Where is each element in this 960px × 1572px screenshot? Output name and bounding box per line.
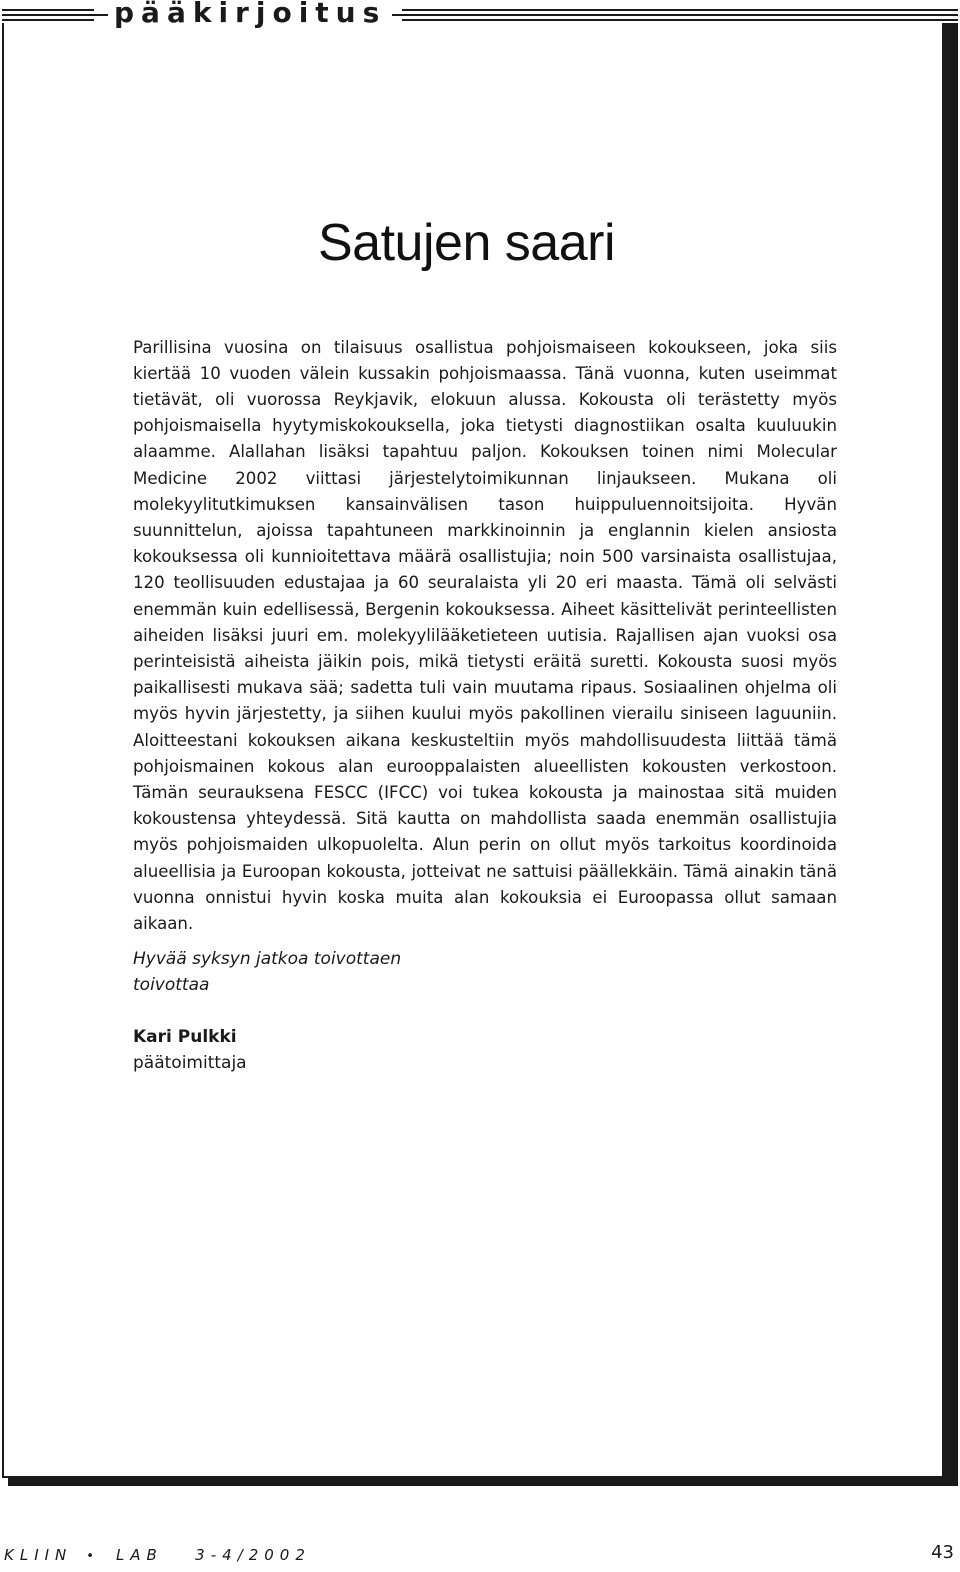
article-title: Satujen saari xyxy=(318,213,616,272)
article-body: Parillisina vuosina on tilaisuus osallistua pohjoismaiseen kokoukseen, joka siis kiertää 10 vuoden välein kussakin pohjoismaassa. Tänä vuonna, kuten useimmat tietävät, oli vuorossa Reykjavik, elokuun alussa. Kokousta oli terästetty myös pohjoismaisella hyytymiskokouksella, joka tietysti diagnostiikan osalta kuuluukin alaamme. Alallahan lisäksi tapahtuu paljon. Kokouksen toinen nimi Molecular Medicine 2002 viittasi järjestelytoimikunnan linjaukseen. Mukana oli molekyylitutkimuksen kansainvälisen tason huippuluennoitsijoita. Hyvän suunnittelun, ajoissa tapahtuneen markkinoinnin ja englannin kielen ansiosta kokouksessa oli kunnioitettava määrä osallistujia; noin 500 varsinaista osallistujaa, 120 teollisuuden edustajaa ja 60 seuralaista yli 20 eri maasta. Tämä oli selvästi enemmän kuin edellisessä, Bergenin kokouksessa. Aiheet käsittelivät perinteellisten aiheiden lisäksi juuri em. molekyylilääketieteen uutisia. Rajallisen ajan vuoksi osa perinteisistä aiheista jäikin pois, mikä tietysti eräitä suretti. Kokousta suosi myös paikallisesti mukava sää; sadetta tuli vain muutama ripaus. Sosiaalinen ohjelma oli myös hyvin järjestetty, ja siihen kuului myös pakollinen vierailu siniseen laguuniin. Aloitteestani kokouksen aikana keskusteltiin myös mahdollisuudesta liittää tämä pohjoismainen kokous alan eurooppalaisten alueellisten kokousten verkostoon. Tämän seurauksena FESCC (IFCC) voi tukea kokousta ja mainostaa sitä muiden kokoustensa yhteydessä. Sitä kautta on mahdollista saada enemmän osallistujia myös pohjoismaiden ulkopuolelta. Alun perin on ollut myös tarkoitus koordinoida alueellisia ja Euroopan kokousta, jotteivat ne sattuisi päällekkäin. Tämä ainakin tänä vuonna onnistui hyvin koska muita alan kokouksia ei Euroopassa ollut samaan aikaan. xyxy=(133,337,837,934)
section-header xyxy=(0,0,960,34)
page-footer xyxy=(4,1544,956,1570)
header-rule-right xyxy=(402,9,958,23)
closing-line-1: Hyvää syksyn jatkoa toivottaen xyxy=(133,949,402,969)
author-name: Kari Pulkki xyxy=(133,1027,237,1047)
issue-number: 3-4/2002 xyxy=(195,1546,311,1564)
bullet-separator: • xyxy=(86,1549,94,1564)
closing-line-2: toivottaa xyxy=(133,975,210,996)
section-label: pääkirjoitus xyxy=(108,0,392,29)
signature xyxy=(133,1024,633,1076)
journal-name-lab: LAB xyxy=(115,1546,163,1564)
header-rule-left xyxy=(2,9,94,23)
author-role: päätoimittaja xyxy=(133,1053,247,1074)
journal-name: KLIIN xyxy=(4,1546,73,1564)
journal-issue xyxy=(4,1546,311,1564)
closing-greeting xyxy=(133,946,633,998)
page-number: 43 xyxy=(931,1542,954,1563)
